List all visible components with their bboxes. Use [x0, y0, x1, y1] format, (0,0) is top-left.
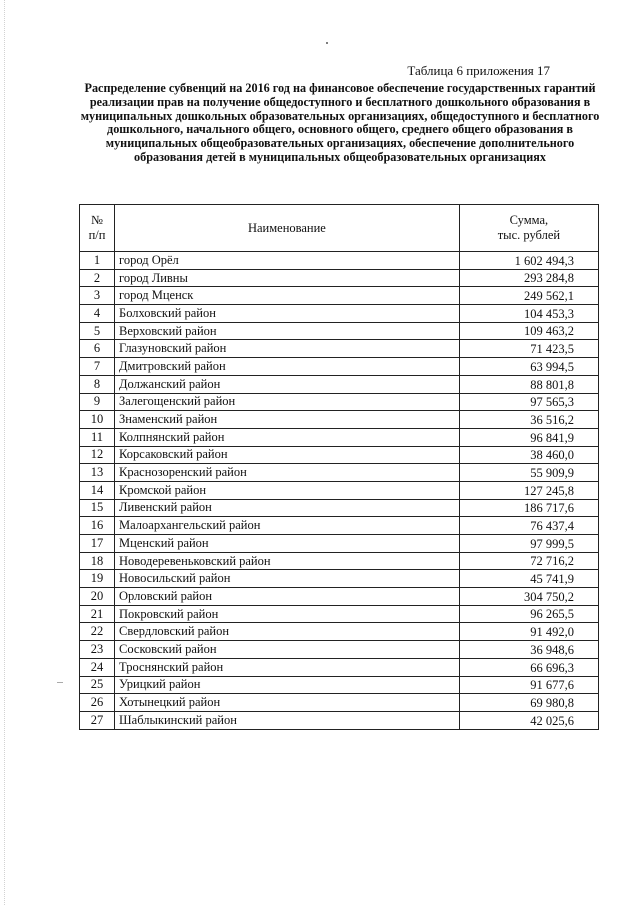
row-sum: 127 245,8	[459, 481, 598, 499]
table-row	[80, 269, 599, 287]
table-row	[80, 340, 599, 358]
row-name: Троснянский район	[115, 658, 460, 676]
row-sum: 304 750,2	[459, 588, 598, 606]
row-number: 17	[80, 535, 115, 553]
row-sum: 109 463,2	[459, 322, 598, 340]
row-number: 8	[80, 375, 115, 393]
row-number: 3	[80, 287, 115, 305]
row-name: город Ливны	[115, 269, 460, 287]
table-row	[80, 305, 599, 323]
row-number: 5	[80, 322, 115, 340]
row-number: 14	[80, 481, 115, 499]
row-number: 15	[80, 499, 115, 517]
row-sum: 88 801,8	[459, 375, 598, 393]
row-sum: 293 284,8	[459, 269, 598, 287]
row-name: Верховский район	[115, 322, 460, 340]
row-number: 4	[80, 305, 115, 323]
row-number: 10	[80, 411, 115, 429]
table-row	[80, 694, 599, 712]
row-number: 7	[80, 358, 115, 376]
row-sum: 96 265,5	[459, 605, 598, 623]
row-number: 24	[80, 658, 115, 676]
table-row	[80, 676, 599, 694]
table-row	[80, 588, 599, 606]
table-row	[80, 375, 599, 393]
row-sum: 91 492,0	[459, 623, 598, 641]
row-sum: 38 460,0	[459, 446, 598, 464]
row-sum: 76 437,4	[459, 517, 598, 535]
row-sum: 91 677,6	[459, 676, 598, 694]
row-number: 1	[80, 252, 115, 270]
row-number: 11	[80, 428, 115, 446]
row-name: Ливенский район	[115, 499, 460, 517]
row-number: 25	[80, 676, 115, 694]
row-sum: 69 980,8	[459, 694, 598, 712]
header-name: Наименование	[115, 205, 460, 252]
row-sum: 45 741,9	[459, 570, 598, 588]
table-row	[80, 570, 599, 588]
row-sum: 104 453,3	[459, 305, 598, 323]
scan-left-edge	[4, 0, 6, 905]
row-sum: 72 716,2	[459, 552, 598, 570]
row-number: 9	[80, 393, 115, 411]
row-number: 12	[80, 446, 115, 464]
row-name: Должанский район	[115, 375, 460, 393]
row-name: Урицкий район	[115, 676, 460, 694]
row-sum: 71 423,5	[459, 340, 598, 358]
row-number: 18	[80, 552, 115, 570]
table-row	[80, 658, 599, 676]
row-number: 2	[80, 269, 115, 287]
row-number: 16	[80, 517, 115, 535]
row-sum: 1 602 494,3	[459, 252, 598, 270]
row-name: Знаменский район	[115, 411, 460, 429]
header-sum: Сумма, тыс. рублей	[459, 205, 598, 252]
row-number: 26	[80, 694, 115, 712]
table-label: Таблица 6 приложения 17	[407, 63, 550, 78]
row-name: Шаблыкинский район	[115, 711, 460, 729]
row-number: 21	[80, 605, 115, 623]
table-row	[80, 481, 599, 499]
scan-speck	[326, 42, 328, 44]
row-name: Кромской район	[115, 481, 460, 499]
table-header-row	[80, 205, 599, 252]
table-row	[80, 393, 599, 411]
scan-mark	[57, 682, 63, 683]
row-name: Новодеревеньковский район	[115, 552, 460, 570]
row-name: Сосковский район	[115, 641, 460, 659]
row-name: Болховский район	[115, 305, 460, 323]
subsidy-table	[79, 204, 599, 730]
row-number: 27	[80, 711, 115, 729]
row-name: Орловский район	[115, 588, 460, 606]
table-row	[80, 411, 599, 429]
row-sum: 36 948,6	[459, 641, 598, 659]
row-number: 6	[80, 340, 115, 358]
row-sum: 186 717,6	[459, 499, 598, 517]
row-number: 22	[80, 623, 115, 641]
row-name: Краснозоренский район	[115, 464, 460, 482]
table-row	[80, 464, 599, 482]
row-sum: 42 025,6	[459, 711, 598, 729]
row-name: Новосильский район	[115, 570, 460, 588]
table-row	[80, 711, 599, 729]
row-sum: 97 999,5	[459, 535, 598, 553]
row-sum: 249 562,1	[459, 287, 598, 305]
row-sum: 96 841,9	[459, 428, 598, 446]
row-number: 20	[80, 588, 115, 606]
row-sum: 36 516,2	[459, 411, 598, 429]
table-row	[80, 287, 599, 305]
row-sum: 63 994,5	[459, 358, 598, 376]
table-row	[80, 322, 599, 340]
row-name: Корсаковский район	[115, 446, 460, 464]
row-number: 19	[80, 570, 115, 588]
table-row	[80, 641, 599, 659]
row-name: Хотынецкий район	[115, 694, 460, 712]
row-sum: 66 696,3	[459, 658, 598, 676]
table-row	[80, 517, 599, 535]
row-sum: 97 565,3	[459, 393, 598, 411]
document-title: Распределение субвенций на 2016 год на финансовое обеспечение государственных гарантий реализации прав на получение общедоступного и бесплатного дошкольного образования в муниципальных дошкольных образовательных организациях, общедоступного и бесплатного дошкольного, начального общего, основного общего, среднего общего образования в муниципальных общеобразовательных организациях, обеспечение дополнительного образования детей в муниципальных общеобразовательных организациях	[80, 81, 600, 164]
table-row	[80, 428, 599, 446]
row-name: Покровский район	[115, 605, 460, 623]
row-name: Свердловский район	[115, 623, 460, 641]
table-row	[80, 623, 599, 641]
row-sum: 55 909,9	[459, 464, 598, 482]
table-row	[80, 358, 599, 376]
table-row	[80, 605, 599, 623]
row-number: 23	[80, 641, 115, 659]
row-name: Мценский район	[115, 535, 460, 553]
row-name: Колпнянский район	[115, 428, 460, 446]
table-row	[80, 499, 599, 517]
table-row	[80, 252, 599, 270]
table-row	[80, 446, 599, 464]
row-number: 13	[80, 464, 115, 482]
header-number: № п/п	[80, 205, 115, 252]
table-row	[80, 552, 599, 570]
row-name: город Орёл	[115, 252, 460, 270]
row-name: Дмитровский район	[115, 358, 460, 376]
row-name: Малоархангельский район	[115, 517, 460, 535]
row-name: город Мценск	[115, 287, 460, 305]
table-row	[80, 535, 599, 553]
row-name: Залегощенский район	[115, 393, 460, 411]
row-name: Глазуновский район	[115, 340, 460, 358]
